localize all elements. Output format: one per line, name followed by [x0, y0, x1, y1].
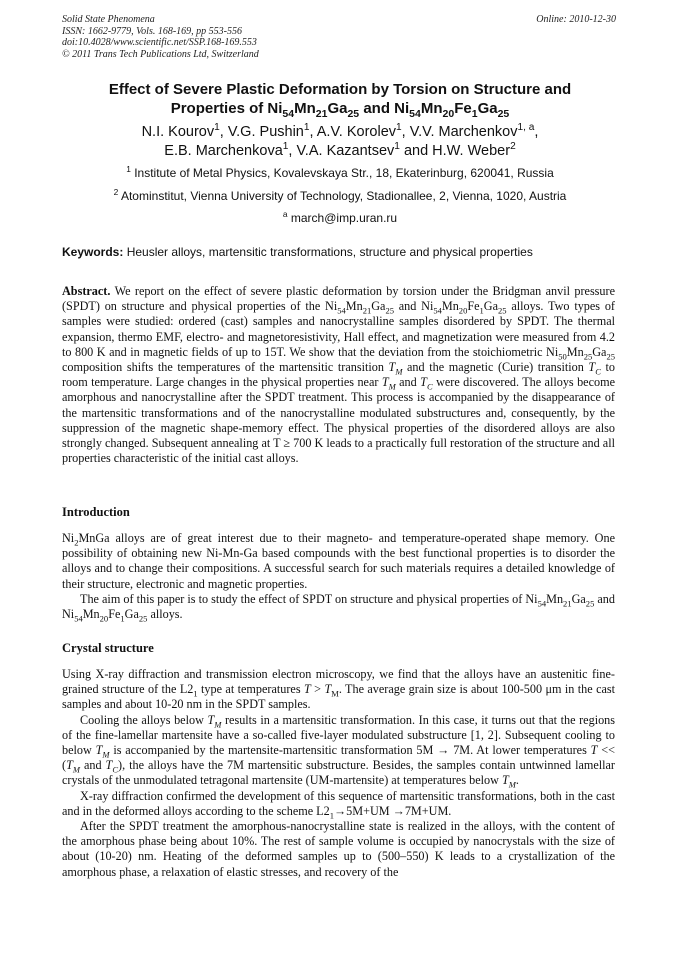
author-list	[70, 123, 610, 161]
introduction-body: $Ni_2MnGa$ alloys are of great interest due to their magneto- and temperature-operated shape memory. One possibility of obtaining new Ni-Mn-Ga based compounds with the best functional properties is to disorder the alloys and to change their compositions. A successful search for such materials requires a detailed knowledge of their structure, electronic and magnetic properties. The aim of this paper is to study the effect of SPDT on structure and physical properties of $Ni_{54}Mn_{21}Ga_{25}$ and $Ni_{54}Mn_{20}Fe_1Ga_{25}$ alloys.	[62, 531, 615, 624]
affiliation-1: $^1$ Institute of Metal Physics, Kovalevskaya Str., 18, Ekaterinburg, 620041, Russia	[126, 164, 554, 180]
author-line-1: N.I. Kourov$^1$, V.G. Pushin$^1$, A.V. Korolev$^1$, V.V. Marchenkov$^{1, a}$,	[141, 122, 539, 140]
doi-line: doi:10.4028/www.scientific.net/SSP.168-169.553	[62, 37, 257, 48]
crystal-structure-heading: Crystal structure	[62, 641, 154, 655]
issn-line: ISSN: 1662-9779, Vols. 168-169, pp 553-556	[62, 25, 242, 37]
paper-title	[70, 80, 610, 118]
affiliation-2: $^2$ Atominstitut, Vienna University of Technology, Stadionallee, 2, Vienna, 1020, Austria	[113, 187, 567, 203]
keywords: Keywords: Heusler alloys, martensitic transformations, structure and physical properties	[62, 245, 533, 259]
journal-name: Solid State Phenomena	[62, 14, 155, 25]
copyright-line: © 2011 Trans Tech Publications Ltd, Switzerland	[62, 48, 259, 60]
introduction-heading: Introduction	[62, 505, 130, 519]
crystal-structure-body: Using X-ray diffraction and transmission electron microscopy, we find that the alloys have an austenitic fine-grained structure of the $L2_1$ type at temperatures $T > T_M$. The average grain size is about 100-500 μm in the cast samples and about 10-20 nm in the SPDT samples. Cooling the alloys below $T_M$ results in a martensitic transformation. In this case, it turns out that the regions of the fine-lamellar martensite have a so-called five-layer modulated substructure [1, 2]. Subsequent cooling to below $T_M$ is accompanied by the martensite-martensitic transformation 5M → 7M. At lower temperatures $T << (T_M$ and $T_C$), the alloys have the 7M martensitic substructure. Besides, the samples contain untwinned lamellar crystals of the unmodulated tetragonal martensite (UM-martensite) at temperatures below $T_M$. X-ray diffraction confirmed the development of this sequence of martensitic transformations, both in the cast and in the deformed alloys according to the scheme $L2_1\to 5M+UM \to 7M+UM$. After the SPDT treatment the amorphous-nanocrystalline state is realized in the alloys, with the content of the amorphous phase being about 10%. The rest of sample volume is occupied by nanocrystals with the size of about (10-20) nm. Heating of the deformed samples up to (500–550) K leads to a crystallization of the amorphous phase, a relaxation of elastic stresses, and recovery of the	[62, 667, 616, 879]
author-line-2: E.B. Marchenkova$^1$, V.A. Kazantsev$^1$ and H.W. Weber$^2$	[164, 141, 516, 159]
journal-header	[62, 14, 616, 60]
email-line: $^a$ march@imp.uran.ru	[282, 209, 398, 225]
abstract: Abstract. We report on the effect of severe plastic deformation by torsion under the Bridgman anvil pressure (SPDT) on structure and physical properties of the $Ni_{54}Mn_{21}Ga_{25}$ and $Ni_{54}Mn_{20}Fe_1Ga_{25}$ alloys. Two types of samples were studied: ordered (cast) samples and nanocrystalline samples disordered by SPDT. The thermal expansion, thermo EMF, electro- and magnetoresistivity, Hall effect, and magnetization were measured from 4.2 to 800 K and in magnetic fields of up to 15T. We show that the deviation from the stoichiometric $Ni_{50}Mn_{25}Ga_{25}$ composition shifts the temperatures of the martensitic transition $T_M$ and the magnetic (Curie) transition $T_C$ to room temperature. Large changes in the physical properties near $T_M$ and $T_C$ were discovered. The alloys become amorphous and nanocrystalline after the SPDT treatment. This process is accompanied by the disappearance of the martensitic transformations and of the nanocrystalline modulated substructures and, consequently, by the suppression of the magnetic shape-memory effect. The physical properties of the disordered alloys are also strongly changed. Subsequent annealing at T ≥ 700 K leads to a practically full restoration of the structure and all properties characteristic of the initial cast alloys.	[62, 284, 615, 466]
online-date: Online: 2010-12-30	[536, 14, 616, 25]
title-line-2: Properties of $Ni_{54}Mn_{21}Ga_{25}$ and $Ni_{54}Mn_{20}Fe_1Ga_{25}$	[170, 100, 510, 120]
title-line-1: Effect of Severe Plastic Deformation by Torsion on Structure and	[108, 81, 572, 98]
